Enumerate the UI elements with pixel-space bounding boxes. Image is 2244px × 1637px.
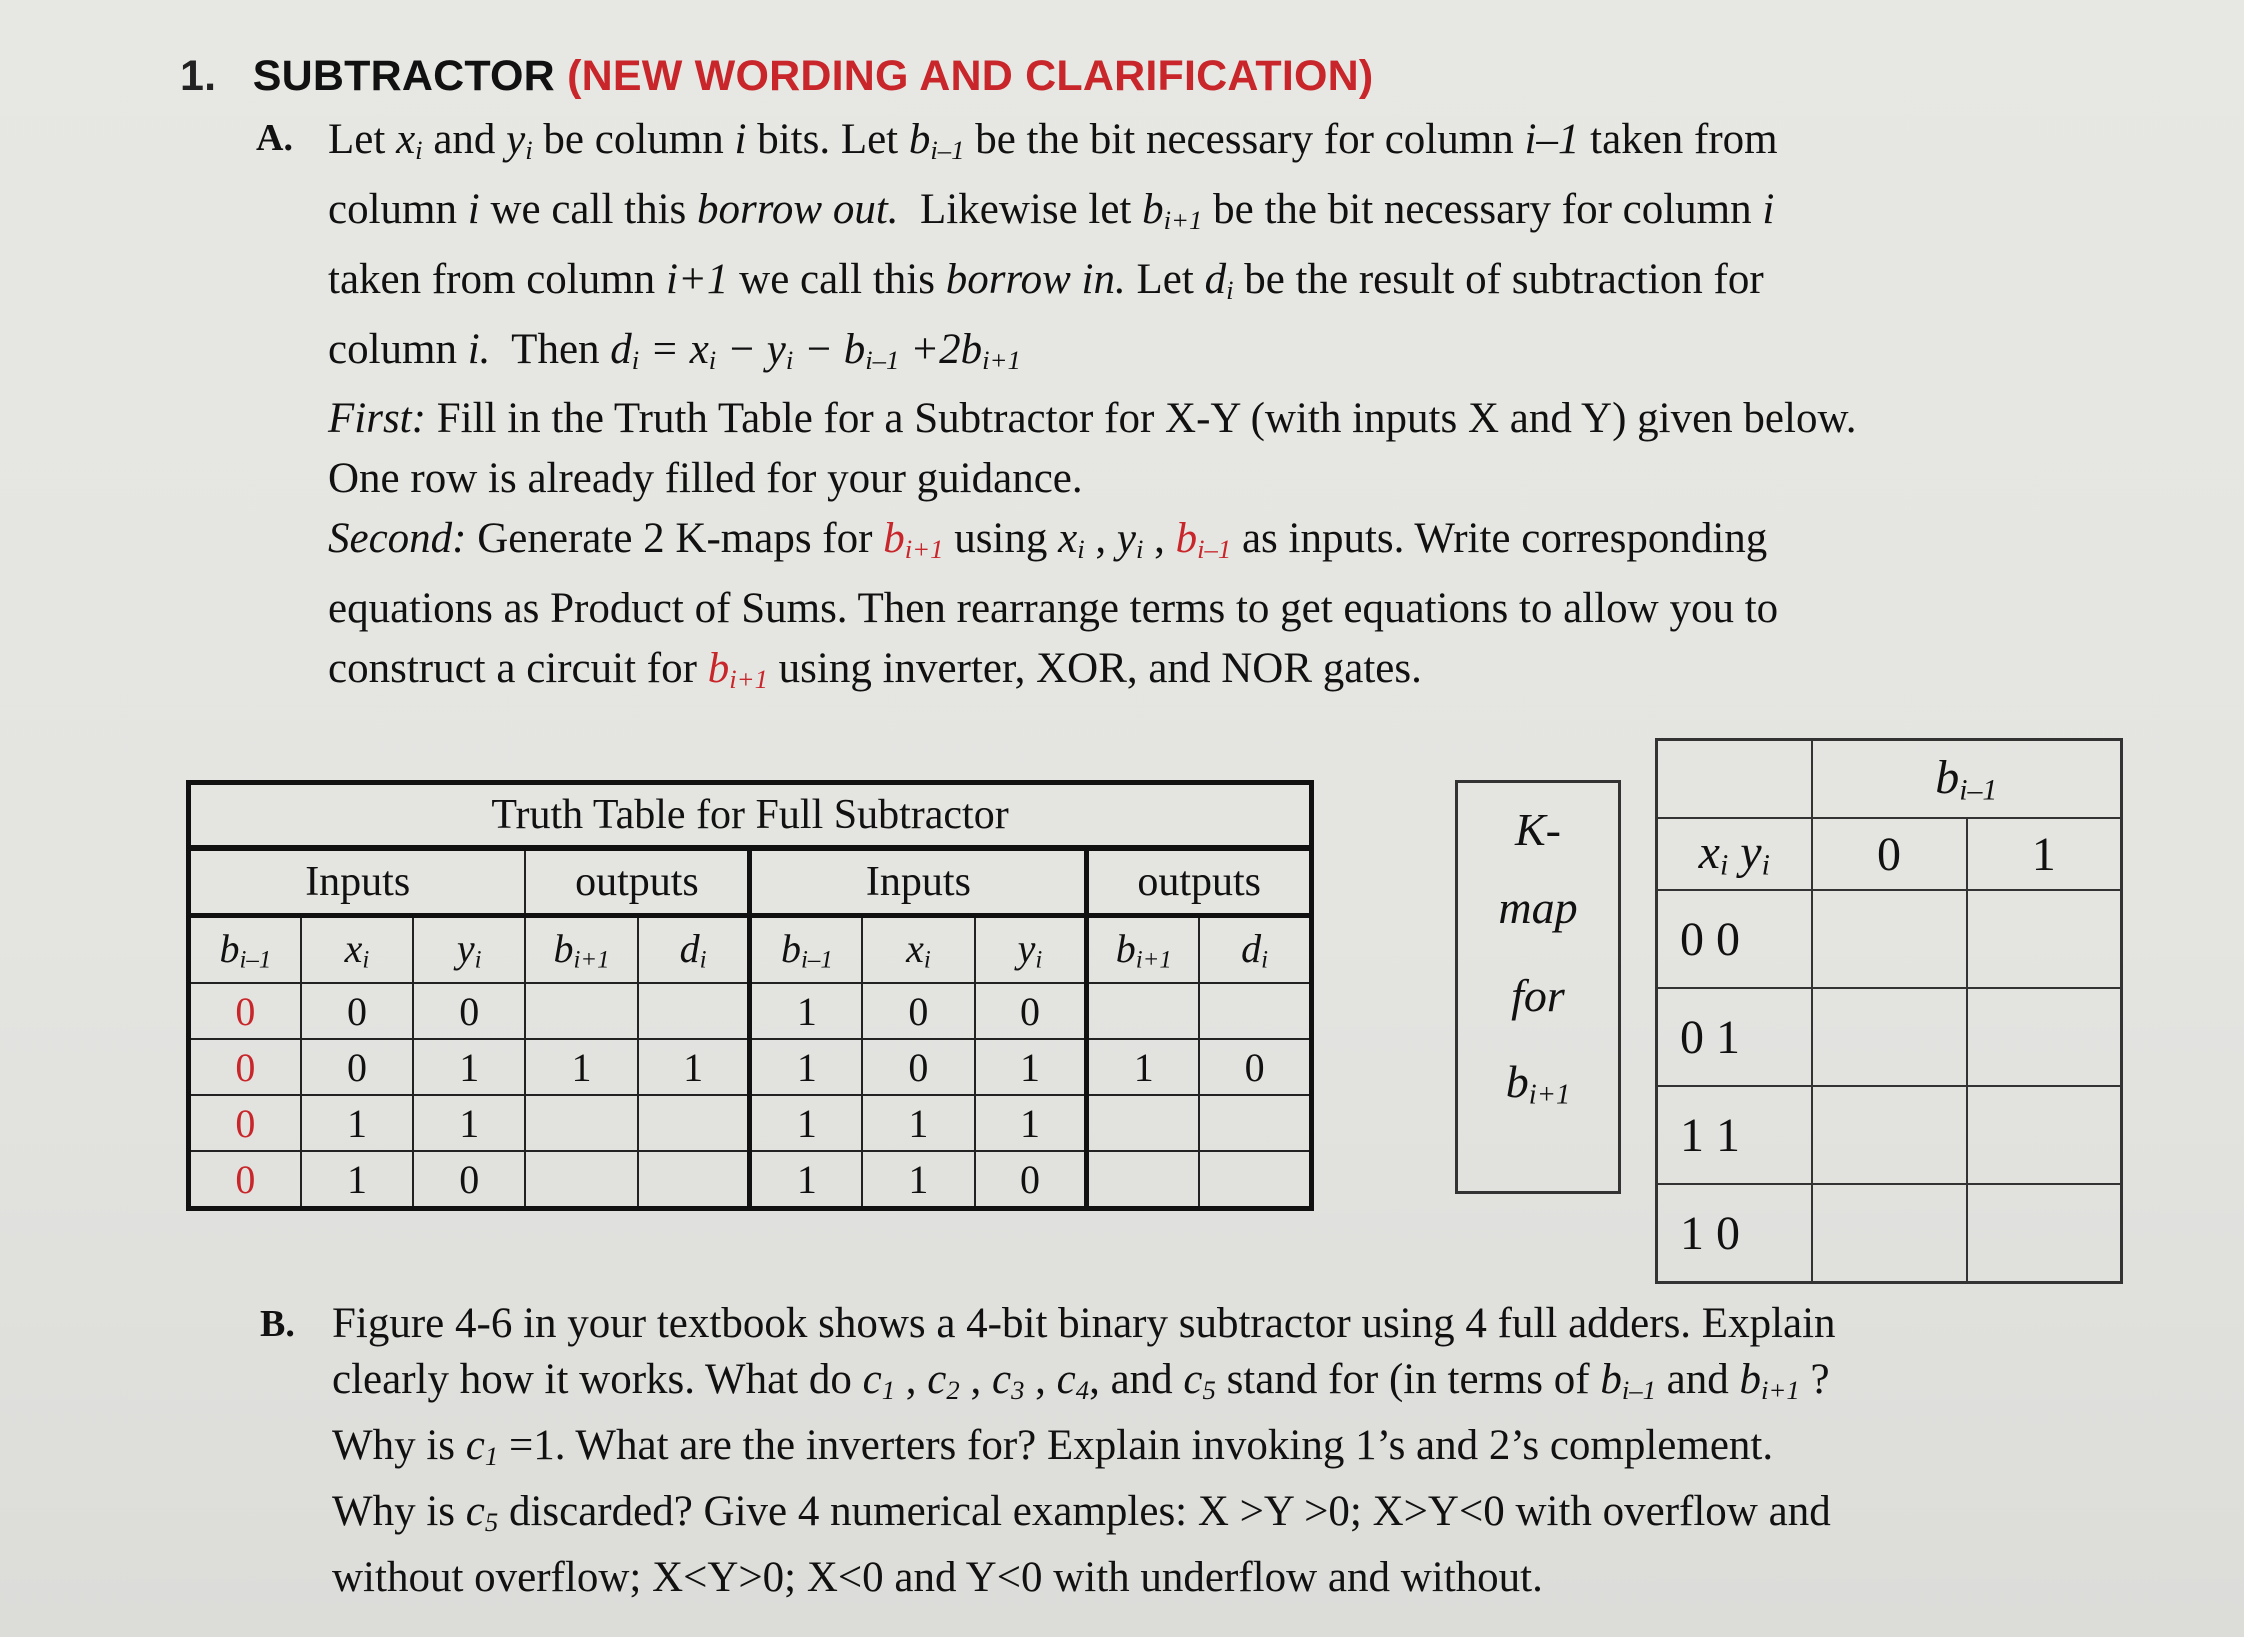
kmap-row-variable: $x_i$ $y_i$ [1657, 818, 1812, 890]
kmap-cell[interactable] [1812, 1184, 1967, 1283]
kmap-label-k: K- [1515, 804, 1561, 855]
kmap-cell[interactable] [1812, 1086, 1967, 1184]
group-inputs-1: Inputs [189, 848, 526, 916]
part-a-line-3: taken from column i+1 we call this borrow in. Let $d_i$ be the result of subtraction for [328, 255, 1764, 305]
kmap-row-value: 1 1 [1657, 1086, 1812, 1184]
table-row: 0 1 0 1 1 0 [189, 1151, 1312, 1209]
part-b-line-4: Why is $c_5$ discarded? Give 4 numerical examples: X >Y >0; X>Y<0 with overflow and [332, 1487, 1831, 1537]
kmap-cell[interactable] [1967, 1184, 2122, 1283]
truth-table-title: Truth Table for Full Subtractor [189, 783, 1312, 849]
col-header: $x_i$ [862, 916, 974, 984]
kmap-label-var: $b_{i+1}$ [1505, 1056, 1571, 1111]
kmap-cell[interactable] [1967, 988, 2122, 1086]
col-header: $d_i$ [638, 916, 750, 984]
table-row: 0 0 0 1 0 0 [189, 983, 1312, 1039]
kmap-row-value: 0 0 [1657, 890, 1812, 988]
col-header: $d_i$ [1199, 916, 1311, 984]
part-b-line-5: without overflow; X<Y>0; X<0 and Y<0 with underflow and without. [332, 1553, 1543, 1601]
question-number: 1. [180, 52, 217, 100]
col-header: $b_{i+1}$ [525, 916, 637, 984]
col-header: $y_i$ [975, 916, 1087, 984]
part-a-text [328, 110, 1856, 709]
kmap-cell[interactable] [1967, 1086, 2122, 1184]
part-a-second: Second: Generate 2 K-maps for $b_{i+1}$ using $x_i$ , $y_i$ , $b_{i-1}$ as inputs. Write corresponding [328, 515, 1768, 565]
part-a-line-4: column i. Then $d_i = x_i - y_i - b_{i-1} +2b_{i+1}$ [328, 325, 1021, 375]
subtraction-equation: $d_i = x_i - y_i - b_{i-1} +2b_{i+1}$ [610, 325, 1021, 375]
part-b-line-1: Figure 4-6 in your textbook shows a 4-bit binary subtractor using 4 full adders. Explain [332, 1300, 1836, 1347]
part-b-text [332, 1296, 1836, 1606]
kmap-label-for: for [1511, 970, 1565, 1021]
part-a-first-2: One row is already filled for your guidance. [328, 455, 1083, 503]
part-a-second-3: construct a circuit for $b_{i+1}$ using inverter, XOR, and NOR gates. [328, 645, 1422, 695]
part-b-line-3: Why is $c_1 =1$. What are the inverters for? Explain invoking 1’s and 2’s complement. [332, 1421, 1774, 1471]
column-headers [189, 916, 1312, 984]
part-a-second-2: equations as Product of Sums. Then rearrange terms to get equations to allow you to [328, 585, 1779, 633]
question-title: SUBTRACTOR [252, 52, 555, 100]
group-inputs-2: Inputs [750, 848, 1087, 916]
kmap-col-value: 0 [1812, 818, 1967, 890]
part-a-label: A. [256, 117, 293, 159]
part-a-line-2: column i we call this borrow out. Likewise let $b_{i+1}$ be the bit necessary for column i [328, 185, 1775, 235]
kmap-cell[interactable] [1812, 988, 1967, 1086]
kmap-col-variable: $b_{i-1}$ [1812, 740, 2122, 819]
kmap-row-value: 0 1 [1657, 988, 1812, 1086]
col-header: $y_i$ [413, 916, 525, 984]
group-outputs-1: outputs [525, 848, 750, 916]
col-header: $b_{i-1}$ [189, 916, 301, 984]
col-header: $b_{i-1}$ [750, 916, 862, 984]
table-row: 0 1 1 1 1 1 [189, 1095, 1312, 1151]
part-a-first: First: Fill in the Truth Table for a Subtractor for X-Y (with inputs X and Y) given below. [328, 395, 1857, 443]
truth-table [186, 780, 1314, 1211]
kmap-col-value: 1 [1967, 818, 2122, 890]
col-header: $x_i$ [301, 916, 413, 984]
part-a-line-1: Let $x_i$ and $y_i$ be column i bits. Let $b_{i-1}$ be the bit necessary for column i–1 taken from [328, 116, 1778, 165]
col-header: $b_{i+1}$ [1087, 916, 1199, 984]
kmap-row-value: 1 0 [1657, 1184, 1812, 1283]
table-row: 0 0 1 1 1 1 0 1 1 0 [189, 1039, 1312, 1095]
part-b-label: B. [260, 1303, 295, 1345]
kmap-cell[interactable] [1812, 890, 1967, 988]
kmap-cell[interactable] [1967, 890, 2122, 988]
kmap-label-box [1455, 780, 1621, 1194]
group-outputs-2: outputs [1087, 848, 1312, 916]
kmap-label-map: map [1498, 882, 1578, 933]
kmap-grid [1655, 738, 2123, 1284]
question-subtitle: (NEW WORDING AND CLARIFICATION) [567, 52, 1374, 100]
question-heading [180, 52, 1373, 101]
part-b-line-2: clearly how it works. What do $c_1$ , $c_2$ , $c_3$ , $c_4$, and $c_5$ stand for (in terms of $b_{i-1}$ and $b_{i+1}$ ? [332, 1356, 1830, 1405]
